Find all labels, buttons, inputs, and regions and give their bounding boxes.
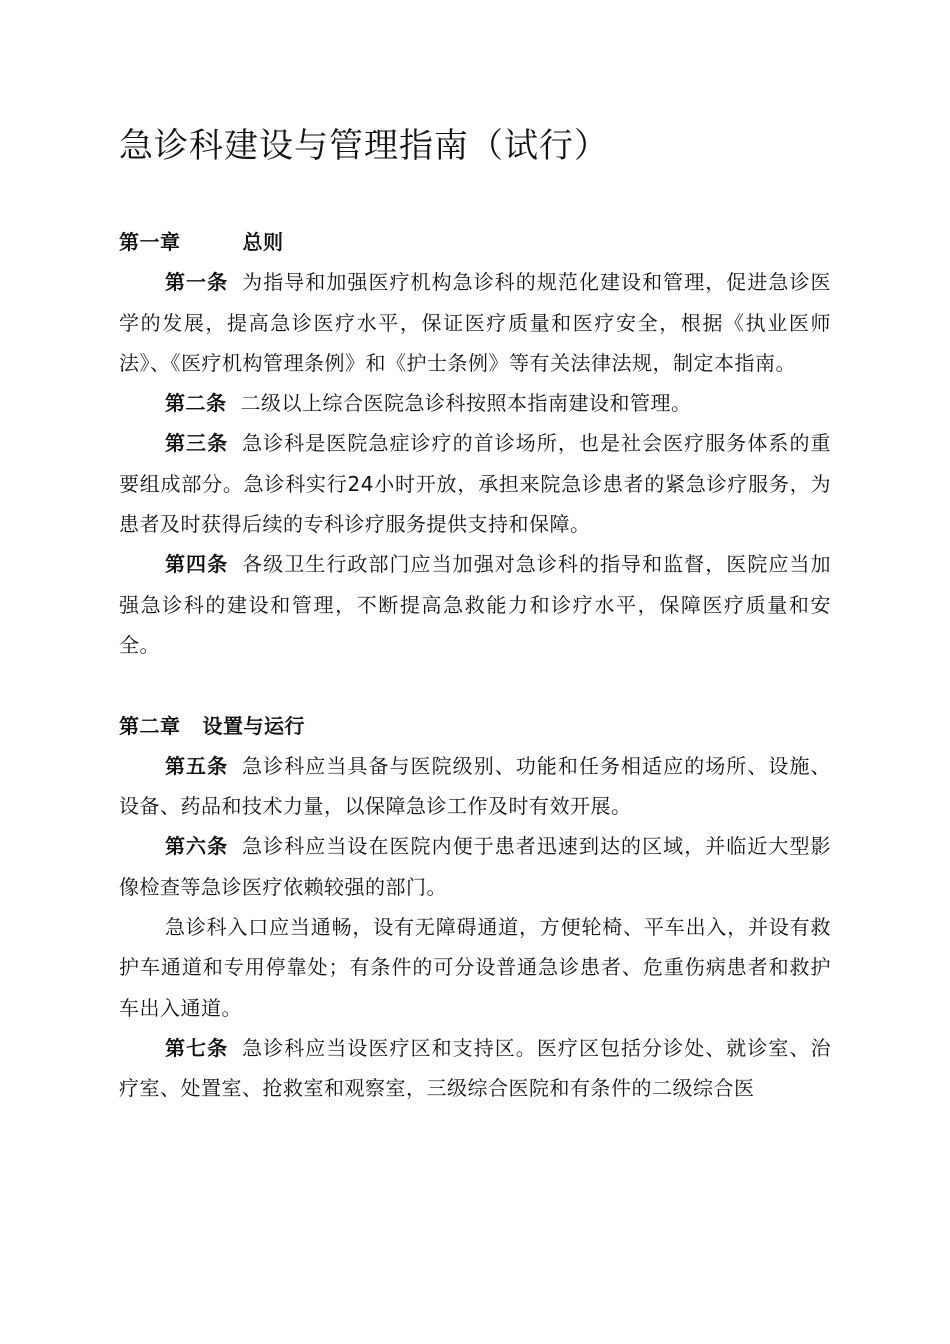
chapter-title: 设置与运行 [202, 713, 305, 738]
chapter-number: 第二章 [119, 713, 181, 738]
article-paragraph [119, 544, 831, 665]
chapter-heading [119, 706, 831, 746]
article-text: 急诊科是医院急症诊疗的首诊场所，也是社会医疗服务体系的重要组成部分。急诊科实行24小时开放，承担来院急诊患者的紧急诊疗服务，为患者及时获得后续的专科诊疗服务提供支持和保障。 [119, 431, 832, 537]
chapter-title: 总则 [242, 230, 284, 254]
document-title: 急诊科建设与管理指南（试行） [119, 126, 609, 166]
article-label: 第二条 [165, 391, 227, 416]
article-paragraph [119, 826, 831, 907]
article-text: 各级卫生行政部门应当加强对急诊科的指导和监督，医院应当加强急诊科的建设和管理，不断提高急救能力和诊疗水平，保障医疗质量和安全。 [119, 552, 832, 657]
article-text: 二级以上综合医院急诊科按照本指南建设和管理。 [240, 391, 692, 416]
article-label: 第一条 [165, 270, 229, 295]
article-label: 第四条 [165, 552, 229, 577]
document-body [119, 222, 831, 1109]
article-text: 急诊科应当设在医院内便于患者迅速到达的区域，并临近大型影像检查等急诊医疗依赖较强的部门。 [119, 834, 832, 899]
article-label: 第六条 [165, 834, 229, 859]
article-label: 第三条 [165, 431, 229, 456]
article-paragraph [119, 746, 831, 827]
article-text: 急诊科应当设医疗区和支持区。医疗区包括分诊处、就诊室、治疗室、处置室、抢救室和观察室，三级综合医院和有条件的二级综合医 [119, 1035, 832, 1101]
article-paragraph [119, 1028, 831, 1109]
article-paragraph [119, 262, 831, 383]
article-text: 急诊科入口应当通畅，设有无障碍通道，方便轮椅、平车出入，并设有救护车通道和专用停靠处；有条件的可分设普通急诊患者、危重伤病患者和救护车出入通道。 [119, 915, 831, 1020]
chapter-spacer [119, 665, 831, 705]
article-text: 急诊科应当具备与医院级别、功能和任务相适应的场所、设施、设备、药品和技术力量，以保障急诊工作及时有效开展。 [119, 753, 832, 819]
article-text: 为指导和加强医疗机构急诊科的规范化建设和管理，促进急诊医学的发展，提高急诊医疗水平，保证医疗质量和医疗安全，根据《执业医师法》、《医疗机构管理条例》和《护士条例》等有关法律法规，制定本指南。 [119, 270, 832, 375]
chapter-number: 第一章 [119, 230, 181, 254]
article-label: 第七条 [165, 1035, 229, 1060]
chapter-heading [119, 222, 831, 262]
article-paragraph [119, 907, 831, 1028]
article-paragraph [119, 423, 831, 544]
article-paragraph [119, 383, 831, 423]
article-label: 第五条 [165, 753, 229, 778]
